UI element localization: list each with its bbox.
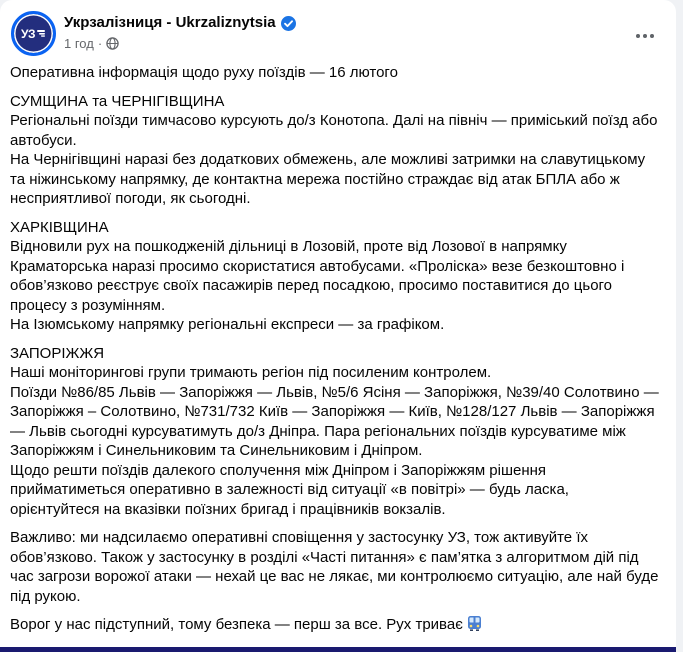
post-paragraph — [10, 528, 660, 606]
post-text-line: Поїзди №86/85 Львів — Запоріжжя — Львів, №5/6 Ясіня — Запоріжжя, №39/40 Солотвино — Запоріжжя – Солотвино, №731/732 Київ — Запоріжжя — Київ, №128/127 Львів — Запоріжжя — Львів сьогодні курсуватимуть до/з Дніпра. Пара регіональних поїздів курсуватиме між Запоріжжям і Синельниковим та Синельниковим і Дніпром. — [10, 383, 659, 459]
attached-image-top-edge[interactable] — [0, 647, 676, 652]
globe-icon — [106, 37, 119, 50]
ellipsis-icon — [635, 27, 655, 42]
post-text-line: Ворог у нас підступний, тому безпека — перш за все. Рух триває — [10, 616, 463, 633]
header-info — [64, 11, 296, 52]
post-paragraph — [10, 63, 660, 83]
post-timestamp[interactable]: 1 год — [64, 36, 94, 51]
avatar-train-icon — [37, 25, 46, 43]
post-text-line: Важливо: ми надсилаємо оперативні сповіщення у застосунку УЗ, тож активуйте їх обов’язково. Також у застосунку в розділі «Часті питання» є пам’ятка з алгоритмом дій під час загрози ворожої атаки — нехай це вас не лякає, ми контролюємо ситуацію, але най буде під рукою. — [10, 529, 659, 605]
verified-badge-icon — [281, 16, 296, 31]
post-text-line: Наші моніторингові групи тримають регіон під посиленим контролем. — [10, 364, 492, 381]
train-icon — [466, 615, 483, 638]
post-text-body — [0, 58, 676, 638]
post-paragraph — [10, 92, 660, 209]
section-heading-zaporizhzhia: ЗАПОРІЖЖЯ — [10, 344, 105, 362]
post-closing-line — [10, 615, 660, 638]
section-heading-kharkiv: ХАРКІВЩИНА — [10, 218, 109, 236]
section-heading-sumy-chernihiv: СУМЩИНА та ЧЕРНІГІВЩИНА — [10, 92, 225, 110]
post-text-line: На Чернігівщині наразі без додаткових обмежень, але можливі затримки на славутицькому та ніжинському напрямку, де контактна мережа постійно страждає від атак БПЛА або ж несприятливої погоди, як сьогодні. — [10, 151, 646, 207]
page-name-link[interactable]: Укрзалізниця - Ukrzaliznytsia — [64, 14, 276, 31]
post-options-button[interactable] — [628, 20, 662, 48]
post-paragraph — [10, 344, 660, 520]
post-text-line: Щодо решти поїздів далекого сполучення між Дніпром і Запоріжжям рішення прийматиметься оперативно в залежності від ситуації «в повітрі» — будь ласка, орієнтуйтеся на вказівки поїзних бригад і працівників вокзалів. — [10, 461, 569, 518]
post-paragraph — [10, 218, 660, 335]
page-avatar[interactable] — [11, 11, 56, 56]
avatar-uz-logo: УЗ — [21, 26, 35, 41]
post-text-line: Регіональні поїзди тимчасово курсують до/з Конотопа. Далі на північ — приміський поїзд або автобуси. — [10, 112, 658, 149]
post-text-line: Відновили рух на пошкодженій дільниці в Лозовій, проте від Лозової в напрямку Краматорська наразі просимо скористатися автобусами. «Проліска» везе безкоштовно і обов’язково реєструє своїх пасажирів перед посадкою, просимо поставитися до цього процесу з розумінням. — [10, 238, 625, 314]
post-text-line: Оперативна інформація щодо руху поїздів — 16 лютого — [10, 64, 398, 81]
post-text-line: На Ізюмському напрямку регіональні експреси — за графіком. — [10, 316, 445, 333]
post-header — [0, 0, 676, 58]
meta-dot-separator: · — [97, 36, 103, 51]
